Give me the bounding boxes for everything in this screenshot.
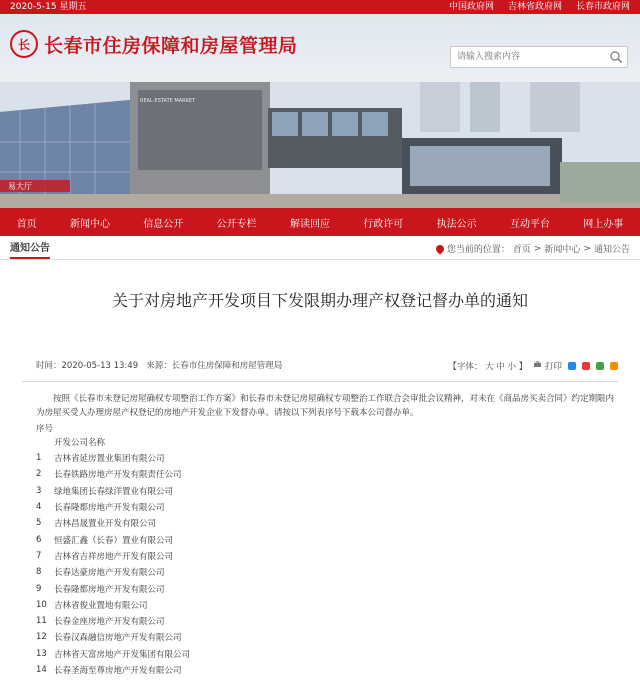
company-name-link[interactable]: 绿地集团长春绿洋置业有限公司 [54, 486, 174, 497]
nav-item-info[interactable]: 信息公开 [143, 218, 184, 230]
row-num: 5 [36, 518, 42, 529]
breadcrumb-notice[interactable]: 通知公告 [593, 245, 630, 255]
row-num: 1 [36, 453, 42, 464]
table-row[interactable] [36, 629, 640, 645]
table-row[interactable] [36, 450, 640, 466]
printer-icon [533, 360, 542, 369]
search-input[interactable] [451, 47, 601, 67]
company-name-link[interactable]: 吉林省吉祥房地产开发有限公司 [54, 551, 174, 562]
breadcrumb-sep: > [583, 243, 591, 254]
nav-item-news[interactable]: 新闻中心 [69, 218, 110, 230]
row-num: 13 [36, 648, 47, 659]
company-name-link[interactable]: 吉林省俊业置地有限公司 [54, 600, 148, 611]
table-row[interactable] [36, 564, 640, 580]
gov-links [449, 0, 630, 14]
table-row[interactable] [36, 580, 640, 596]
emblem-icon: 长 [10, 30, 38, 58]
print-label: 打印 [544, 362, 562, 372]
main-nav [0, 208, 640, 236]
company-name-link[interactable]: 长春达豪房地产开发有限公司 [54, 568, 165, 579]
article-title: 关于对房地产开发项目下发限期办理产权登记督办单的通知 [111, 291, 528, 310]
company-name-link[interactable]: 吉林省延房置业集团有限公司 [54, 454, 165, 465]
breadcrumb-sep: > [533, 243, 542, 254]
nav-item-home[interactable]: 首页 [16, 218, 37, 230]
building-banner-image [0, 82, 640, 208]
table-row[interactable] [36, 646, 640, 662]
breadcrumb-prefix: 您当前的位置： [446, 245, 510, 255]
site-title: 长春市住房保障和房屋管理局 [44, 34, 298, 57]
company-name-link[interactable]: 长春隆都房地产开发有限公司 [54, 503, 165, 514]
article-meta [36, 359, 618, 373]
row-num: 10 [36, 599, 47, 610]
company-name-link[interactable]: 吉林昌晟置业开发有限公司 [54, 519, 157, 530]
article-tools [448, 359, 618, 373]
top-bar [0, 0, 640, 14]
table-row[interactable] [36, 531, 640, 547]
link-jilin-gov[interactable]: 吉林省政府网 [507, 2, 562, 12]
breadcrumb-news[interactable]: 新闻中心 [544, 245, 581, 255]
share-more-icon[interactable] [610, 362, 618, 370]
row-num: 7 [36, 550, 42, 561]
font-medium-button[interactable]: 中 [496, 362, 505, 372]
row-num: 11 [36, 616, 47, 627]
company-name-link[interactable]: 长春圣海至尊房地产开发有限公司 [54, 666, 182, 676]
link-china-gov[interactable]: 中国政府网 [448, 2, 494, 12]
share-weibo-icon[interactable] [582, 362, 590, 370]
company-name-link[interactable]: 吉林省天富房地产开发集团有限公司 [54, 649, 191, 660]
nav-item-interact[interactable]: 互动平台 [509, 218, 550, 230]
nav-item-permit[interactable]: 行政许可 [363, 218, 404, 230]
company-name-link[interactable]: 长春汉森融信房地产开发有限公司 [54, 633, 182, 644]
header-name: 开发公司名称 [54, 438, 106, 448]
section-title: 通知公告 [10, 239, 50, 259]
row-num: 3 [36, 485, 42, 496]
publish-time: 时间：2020-05-13 13:49 [36, 361, 139, 371]
header-num: 序号 [36, 424, 54, 434]
nav-item-column[interactable]: 公开专栏 [216, 218, 257, 230]
nav-item-online[interactable]: 网上办事 [583, 218, 624, 230]
row-num: 9 [36, 583, 42, 594]
link-changchun-gov[interactable]: 长春市政府网 [575, 2, 630, 12]
share-wechat-icon[interactable] [596, 362, 604, 370]
site-logo[interactable] [10, 30, 298, 58]
divider [22, 381, 618, 382]
date-text: 2020-5-15 星期五 [10, 2, 87, 12]
company-name-link[interactable]: 长春隆都房地产开发有限公司 [54, 584, 165, 595]
company-name-link[interactable]: 恒盛汇鑫（长春）置业有限公司 [54, 535, 174, 546]
nav-item-interpret[interactable]: 解读回应 [289, 218, 330, 230]
location-pin-icon [434, 243, 445, 254]
company-name-link[interactable]: 长春金座房地产开发有限公司 [54, 617, 165, 628]
breadcrumb [436, 242, 630, 259]
share-qzone-icon[interactable] [568, 362, 576, 370]
print-button[interactable] [533, 360, 562, 372]
font-small-button[interactable]: 小 [507, 362, 517, 372]
table-row[interactable] [36, 515, 640, 531]
table-row[interactable] [36, 499, 640, 515]
breadcrumb-home[interactable]: 首页 [512, 245, 531, 255]
building-sign-text: REAL-ESTATE MARKET [140, 98, 196, 104]
row-num: 2 [36, 469, 42, 480]
table-row[interactable] [36, 466, 640, 482]
section-bar [0, 236, 640, 260]
table-row[interactable] [36, 662, 640, 678]
hall-sign-text: 易大厅 [8, 182, 32, 191]
table-row[interactable] [36, 483, 640, 499]
company-name-link[interactable]: 长春铁路房地产开发有限责任公司 [54, 470, 182, 481]
nav-item-enforce[interactable]: 执法公示 [436, 218, 477, 230]
font-size-label: 【字体： [448, 362, 483, 372]
site-header [0, 14, 640, 208]
row-num: 8 [36, 567, 42, 578]
article-intro: 按照《长春市未登记房屋确权专项整治工作方案》和长春市未登记房屋确权专项整治工作联合会审批会议精神，对未在《商品房买卖合同》约定期限内为房屋买受人办理房屋产权登记的房地产开发企业下发督办单。请按以下列表序号下载本公司督办单。 [36, 394, 615, 418]
search-icon[interactable] [609, 50, 623, 64]
company-table [36, 422, 640, 678]
row-num: 12 [36, 632, 47, 643]
font-large-button[interactable]: 大 [485, 362, 494, 372]
row-num: 4 [36, 502, 42, 513]
row-num: 14 [36, 665, 47, 675]
row-num: 6 [36, 534, 42, 545]
table-row[interactable] [36, 613, 640, 629]
font-size-close: 】 [518, 362, 528, 372]
table-header [36, 422, 640, 450]
table-row[interactable] [36, 597, 640, 613]
table-row[interactable] [36, 548, 640, 564]
article-source: 来源：长春市住房保障和房屋管理局 [146, 361, 283, 371]
search-box [450, 46, 628, 68]
